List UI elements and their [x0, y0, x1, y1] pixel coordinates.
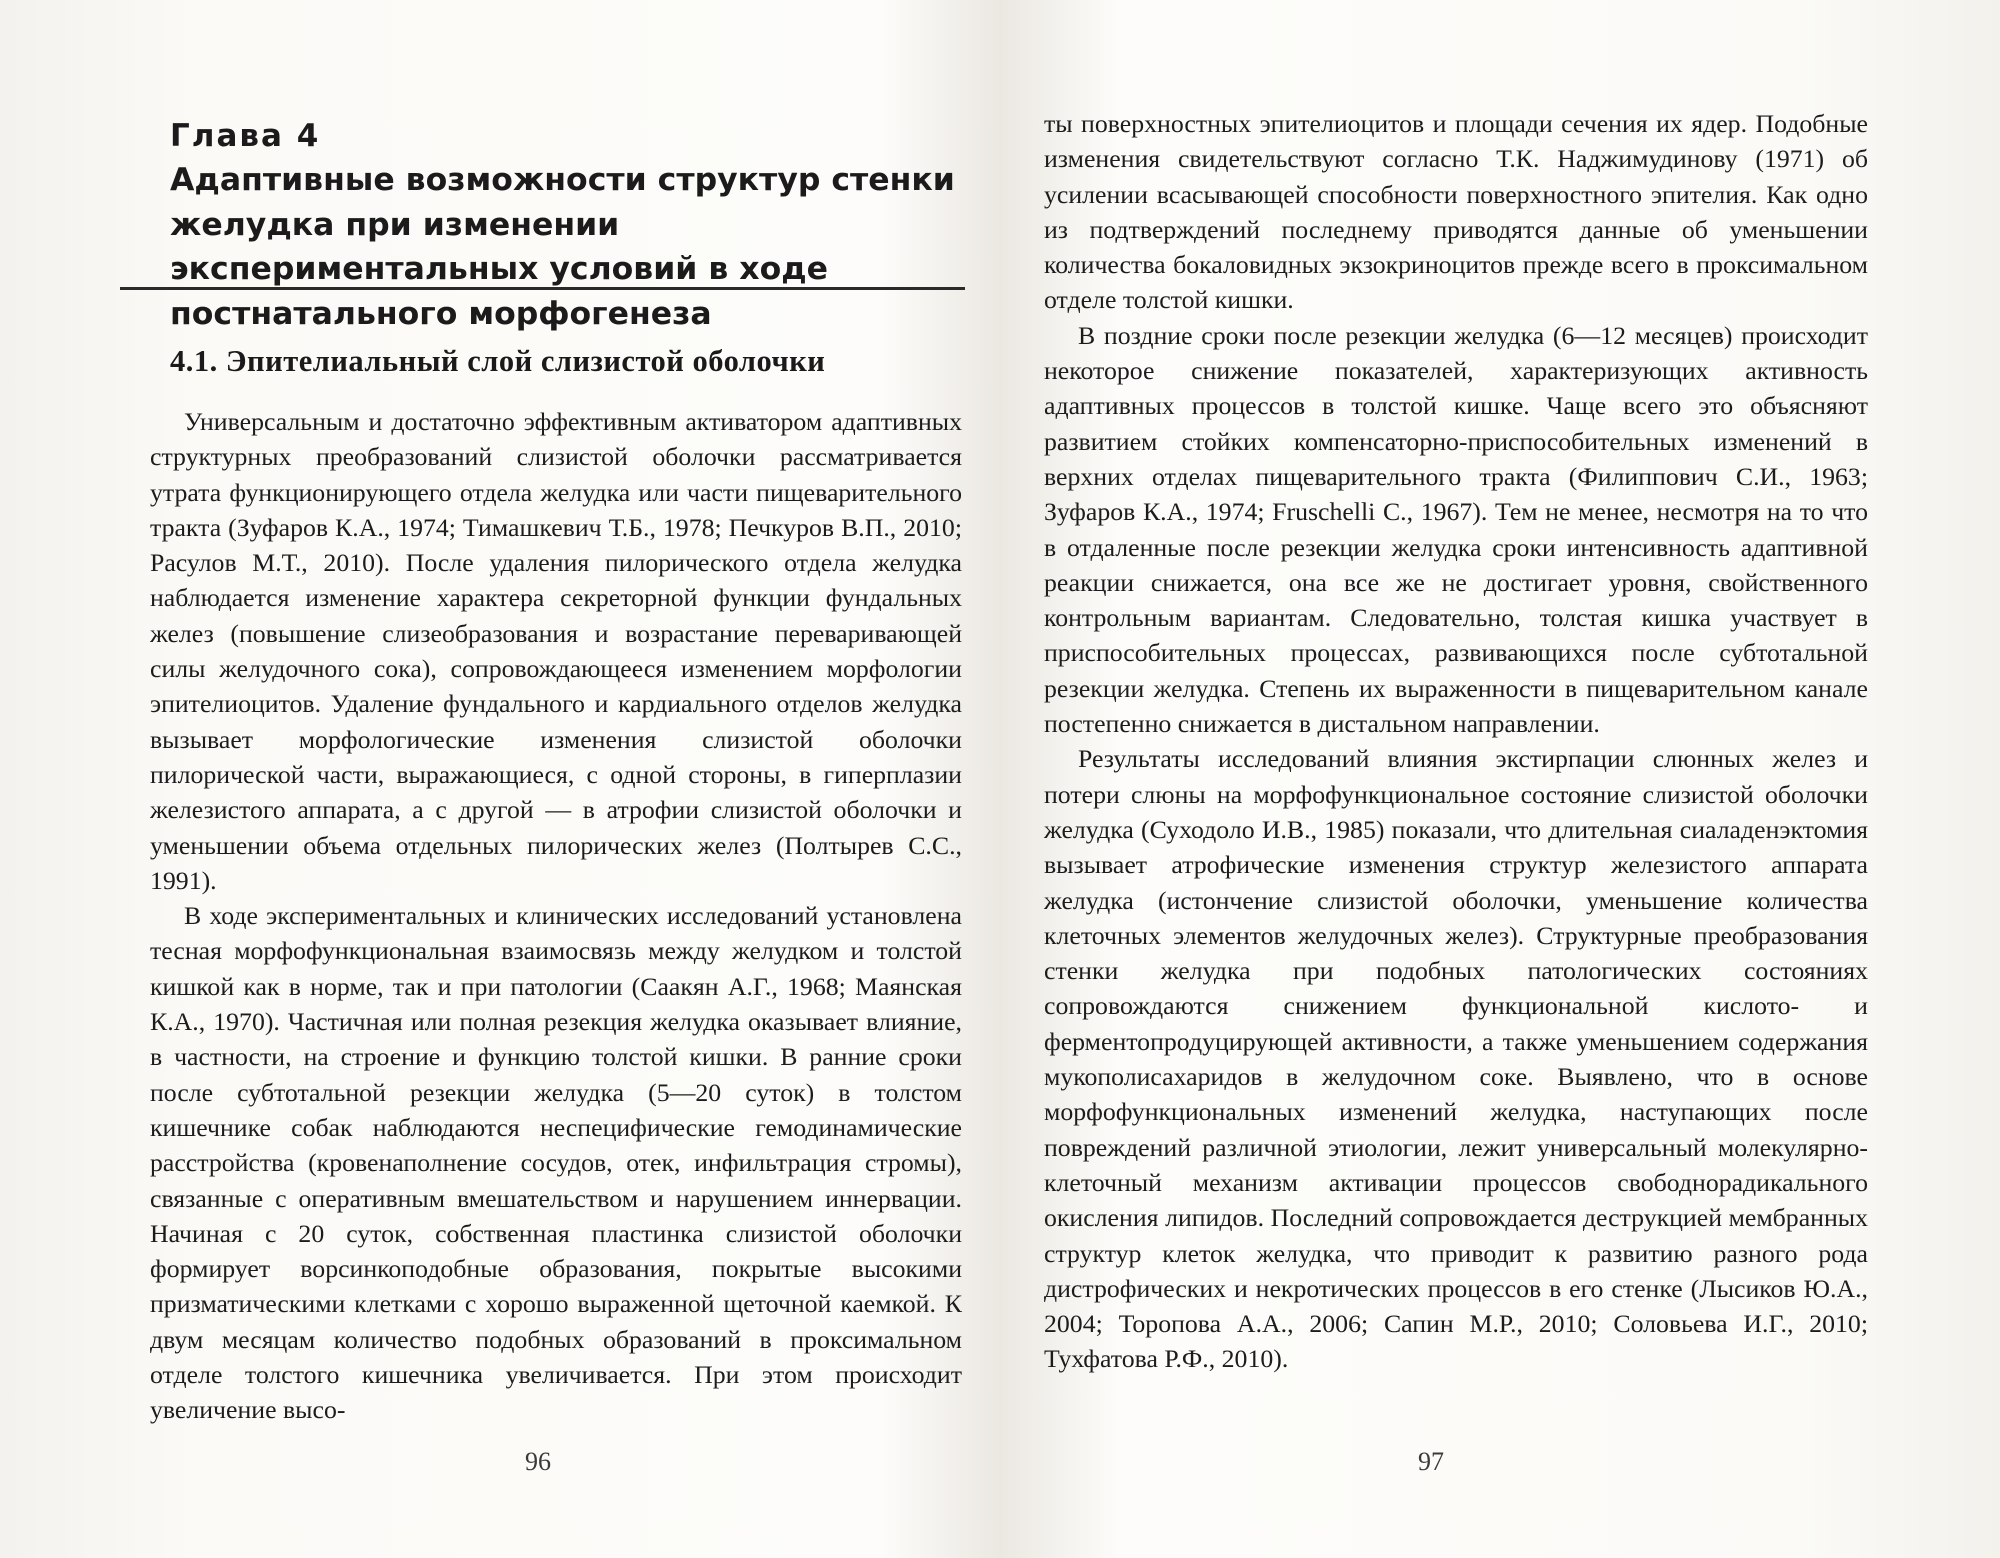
paragraph: Результаты исследований влияния экстирпации слюнных желез и потери слюны на морфофункциональное состояние слизистой оболочки желудка (Суходоло И.В., 1985) показали, что длительная сиаладенэктомия вызывает атрофические изменения структур железистого аппарата желудка (истончение слизистой оболочки, уменьшение количества клеточных элементов желудочных желез). Структурные преобразования стенки желудка при подобных патологических состояниях сопровождаются снижением функциональной кислото- и ферментопродуцирующей активности, а также уменьшением содержания мукополисахаридов в желудочном соке. Выявлено, что в основе морфофункциональных изменений желудка, наступающих после повреждений различной этиологии, лежит универсальный молекулярно-клеточный механизм активации процессов свободнорадикального окисления липидов. Последний сопровождается деструкцией мембранных структур клеток желудка, что приводит к развитию разного рода дистрофических и некротических процессов в его стенке (Лысиков Ю.А., 2004; Торопова А.А., 2006; Сапин М.Р., 2010; Соловьева И.Г., 2010; Тухфатова Р.Ф., 2010).: [1044, 744, 1868, 1374]
left-page-text: [150, 404, 962, 1428]
chapter-title: Адаптивные возможности структур стенки желудка при изменении экспериментальных условий в ходе постнатального морфогенеза: [170, 162, 955, 332]
paragraph: В поздние сроки после резекции желудка (6—12 месяцев) происходит некоторое снижение показателей, характеризующих активность адаптивных процессов в толстой кишке. Чаще всего это объясняют развитием стойких компенсаторно-приспособительных изменений в верхних отделах пищеварительного тракта (Филиппович С.И., 1963; Зуфаров К.А., 1974; Fruschelli C., 1967). Тем не менее, несмотря на то что в отдаленные после резекции желудка сроки интенсивность адаптивной реакции снижается, она все же не достигает уровня, свойственного контрольным вариантам. Следовательно, толстая кишка участвует в приспособительных процессах, развивающихся после субтотальной резекции желудка. Степень их выраженности в пищеварительном канале постепенно снижается в дистальном направлении.: [1044, 320, 1868, 739]
paragraph: В ходе экспериментальных и клинических исследований установлена тесная морфофункциональная взаимосвязь между желудком и толстой кишкой как в норме, так и при патологии (Саакян А.Г., 1968; Маянская К.А., 1970). Частичная или полная резекция желудка оказывает влияние, в частности, на строение и функцию толстой кишки. В ранние сроки после субтотальной резекции желудка (5—20 суток) в толстом кишечнике собак наблюдаются неспецифические гемодинамические расстройства (кровенаполнение сосудов, отек, инфильтрация стромы), связанные с оперативным вмешательством и нарушением иннервации. Начиная с 20 суток, собственная пластинка слизистой оболочки формирует ворсинкоподобные образования, покрытые высокими призматическими клетками с хорошо выраженной щеточной каемкой. К двум месяцам количество подобных образований в проксимальном отделе толстого кишечника увеличивается. При этом происходит увеличение высо-: [150, 901, 962, 1425]
right-page-text: [1044, 106, 1868, 1377]
page-number: 96: [525, 1447, 551, 1476]
chapter-divider: [120, 287, 965, 290]
chapter-label: Глава 4: [170, 118, 321, 154]
section-title: 4.1. Эпителиальный слой слизистой оболочки: [170, 344, 826, 378]
paragraph: ты поверхностных эпителиоцитов и площади сечения их ядер. Подобные изменения свидетельствуют согласно Т.К. Наджимудинову (1971) об усилении всасывающей способности поверхностного эпителия. Как одно из подтверждений последнему приводятся данные об уменьшении количества бокаловидных экзокриноцитов прежде всего в проксимальном отделе толстой кишки.: [1044, 109, 1868, 315]
page-number: 97: [1418, 1447, 1444, 1476]
right-page: [1000, 0, 2000, 1558]
paragraph: Универсальным и достаточно эффективным активатором адаптивных структурных преобразований слизистой оболочки рассматривается утрата функционирующего отдела желудка или части пищеварительного тракта (Зуфаров К.А., 1974; Тимашкевич Т.Б., 1978; Печкуров В.П., 2010; Расулов М.Т., 2010). После удаления пилорического отдела желудка наблюдается изменение характера секреторной функции фундальных желез (повышение слизеобразования и возрастание переваривающей силы желудочного сока), сопровождающееся изменением морфологии эпителиоцитов. Удаление фундального и кардиального отделов желудка вызывает морфологические изменения слизистой оболочки пилорической части, выражающиеся, с одной стороны, в гиперплазии железистого аппарата, а с другой — в атрофии слизистой оболочки и уменьшении объема отдельных пилорических желез (Полтырев С.С., 1991).: [150, 407, 962, 895]
chapter-heading: [170, 118, 980, 336]
